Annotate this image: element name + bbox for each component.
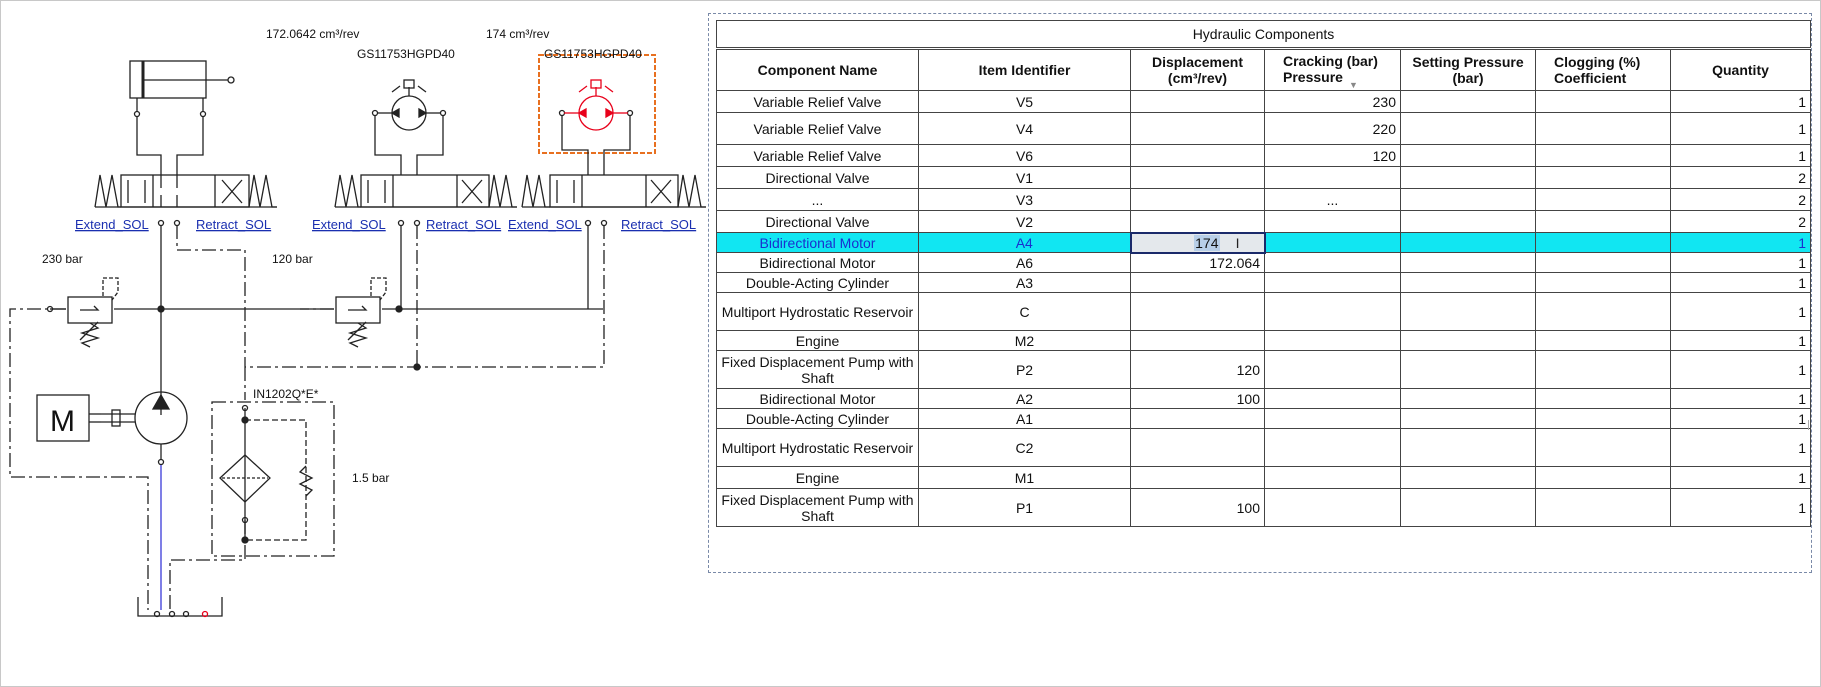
cell-cracking-pressure[interactable] bbox=[1265, 331, 1401, 351]
cell-item-identifier[interactable]: A2 bbox=[919, 389, 1131, 409]
cell-cracking-pressure[interactable] bbox=[1265, 489, 1401, 527]
cell-setting-pressure[interactable] bbox=[1401, 273, 1536, 293]
flow-label-a6: 172.0642 cm³/rev bbox=[266, 27, 360, 41]
table-row[interactable] bbox=[717, 489, 1811, 527]
cell-setting-pressure[interactable] bbox=[1401, 467, 1536, 489]
cell-clogging-coefficient[interactable] bbox=[1536, 331, 1671, 351]
cell-component-name[interactable]: ... bbox=[717, 189, 919, 211]
cell-setting-pressure[interactable] bbox=[1401, 91, 1536, 113]
cell-clogging-coefficient[interactable] bbox=[1536, 409, 1671, 429]
filter-bypass-label: 1.5 bar bbox=[352, 471, 390, 485]
cell-component-name[interactable]: Directional Valve bbox=[717, 211, 919, 233]
cell-component-name[interactable]: Directional Valve bbox=[717, 167, 919, 189]
cell-cracking-pressure[interactable]: 220 bbox=[1265, 113, 1401, 145]
cell-displacement[interactable]: 100 bbox=[1131, 389, 1265, 409]
extend-sol-link-2[interactable]: Extend_SOL bbox=[312, 217, 386, 232]
cell-cracking-pressure[interactable]: 120 bbox=[1265, 145, 1401, 167]
cell-component-name[interactable]: Fixed Displacement Pump with Shaft bbox=[717, 351, 919, 389]
cell-displacement[interactable] bbox=[1131, 467, 1265, 489]
cell-cracking-pressure[interactable] bbox=[1265, 293, 1401, 331]
cell-clogging-coefficient[interactable] bbox=[1536, 293, 1671, 331]
cell-clogging-coefficient[interactable] bbox=[1536, 253, 1671, 273]
relief-valve-120[interactable] bbox=[336, 278, 386, 347]
cell-component-name[interactable]: Engine bbox=[717, 331, 919, 351]
cell-cracking-pressure[interactable] bbox=[1265, 389, 1401, 409]
cell-displacement[interactable] bbox=[1131, 91, 1265, 113]
cell-setting-pressure[interactable] bbox=[1401, 331, 1536, 351]
cell-displacement[interactable]: 120 bbox=[1131, 351, 1265, 389]
cell-component-name[interactable]: Fixed Displacement Pump with Shaft bbox=[717, 489, 919, 527]
cell-clogging-coefficient[interactable] bbox=[1536, 489, 1671, 527]
cell-displacement[interactable] bbox=[1131, 293, 1265, 331]
cell-component-name[interactable]: Variable Relief Valve bbox=[717, 113, 919, 145]
cell-quantity[interactable]: 1 bbox=[1671, 389, 1811, 409]
cell-quantity[interactable]: 1 bbox=[1671, 331, 1811, 351]
cell-component-name[interactable]: Bidirectional Motor bbox=[717, 389, 919, 409]
cell-quantity[interactable]: 2 bbox=[1671, 189, 1811, 211]
cell-item-identifier[interactable]: V2 bbox=[919, 211, 1131, 233]
filter-part-label: IN1202Q*E* bbox=[253, 387, 319, 401]
cell-item-identifier[interactable]: V6 bbox=[919, 145, 1131, 167]
reservoir[interactable] bbox=[138, 597, 222, 617]
cell-quantity[interactable]: 2 bbox=[1671, 167, 1811, 189]
cell-component-name[interactable]: Engine bbox=[717, 467, 919, 489]
table-row[interactable] bbox=[717, 145, 1811, 167]
cell-setting-pressure[interactable] bbox=[1401, 233, 1536, 253]
cell-component-name[interactable]: Double-Acting Cylinder bbox=[717, 273, 919, 293]
cell-cracking-pressure[interactable] bbox=[1265, 233, 1401, 253]
cell-quantity[interactable]: 1 bbox=[1671, 91, 1811, 113]
filter-assembly[interactable] bbox=[212, 402, 334, 556]
cell-setting-pressure[interactable] bbox=[1401, 351, 1536, 389]
cell-cracking-pressure[interactable] bbox=[1265, 409, 1401, 429]
cell-clogging-coefficient[interactable] bbox=[1536, 145, 1671, 167]
cell-item-identifier[interactable]: P2 bbox=[919, 351, 1131, 389]
cell-displacement[interactable] bbox=[1131, 113, 1265, 145]
cell-component-name[interactable]: Variable Relief Valve bbox=[717, 91, 919, 113]
relief-label-230: 230 bar bbox=[42, 252, 83, 266]
table-row[interactable] bbox=[717, 409, 1811, 429]
table-row[interactable] bbox=[717, 233, 1811, 253]
cell-clogging-coefficient[interactable] bbox=[1536, 351, 1671, 389]
table-row[interactable] bbox=[717, 389, 1811, 409]
cell-setting-pressure[interactable] bbox=[1401, 429, 1536, 467]
cell-cracking-pressure[interactable]: ... bbox=[1265, 189, 1401, 211]
cell-displacement[interactable]: 172.064 bbox=[1131, 253, 1265, 273]
cell-quantity[interactable]: 1 bbox=[1671, 351, 1811, 389]
table-row[interactable] bbox=[717, 429, 1811, 467]
bidirectional-motor-a4[interactable] bbox=[539, 55, 655, 175]
table-row[interactable] bbox=[717, 467, 1811, 489]
cell-item-identifier[interactable]: M2 bbox=[919, 331, 1131, 351]
resize-grip[interactable] bbox=[1808, 420, 1813, 430]
cell-item-identifier[interactable]: M1 bbox=[919, 467, 1131, 489]
cell-quantity[interactable]: 1 bbox=[1671, 113, 1811, 145]
cell-cracking-pressure[interactable] bbox=[1265, 167, 1401, 189]
cell-item-identifier[interactable]: V4 bbox=[919, 113, 1131, 145]
cell-setting-pressure[interactable] bbox=[1401, 489, 1536, 527]
cell-quantity[interactable]: 1 bbox=[1671, 429, 1811, 467]
cell-item-identifier[interactable]: C2 bbox=[919, 429, 1131, 467]
cell-item-identifier[interactable]: P1 bbox=[919, 489, 1131, 527]
cell-component-name[interactable]: Variable Relief Valve bbox=[717, 145, 919, 167]
cell-clogging-coefficient[interactable] bbox=[1536, 389, 1671, 409]
cell-cracking-pressure[interactable] bbox=[1265, 351, 1401, 389]
cell-clogging-coefficient[interactable] bbox=[1536, 189, 1671, 211]
cell-setting-pressure[interactable] bbox=[1401, 389, 1536, 409]
cell-clogging-coefficient[interactable] bbox=[1536, 167, 1671, 189]
cell-quantity[interactable]: 1 bbox=[1671, 293, 1811, 331]
cell-clogging-coefficient[interactable] bbox=[1536, 467, 1671, 489]
cell-displacement[interactable]: 100 bbox=[1131, 489, 1265, 527]
col-header-cracking-pressure[interactable]: Cracking (bar) Pressure $_▼$ bbox=[1265, 49, 1401, 91]
cell-quantity[interactable]: 1 bbox=[1671, 467, 1811, 489]
double-acting-cylinder[interactable] bbox=[130, 61, 234, 175]
cell-displacement[interactable] bbox=[1131, 273, 1265, 293]
cell-quantity[interactable]: 1 bbox=[1671, 489, 1811, 527]
cell-setting-pressure[interactable] bbox=[1401, 253, 1536, 273]
col-header-component-name[interactable]: Component Name bbox=[717, 49, 919, 91]
table-row[interactable] bbox=[717, 113, 1811, 145]
table-row[interactable] bbox=[717, 293, 1811, 331]
cell-cracking-pressure[interactable] bbox=[1265, 211, 1401, 233]
retract-sol-link-1[interactable]: Retract_SOL bbox=[196, 217, 272, 232]
relief-label-120: 120 bar bbox=[272, 252, 313, 266]
cell-displacement[interactable] bbox=[1131, 145, 1265, 167]
cell-component-name[interactable]: Bidirectional Motor bbox=[717, 233, 919, 253]
cell-item-identifier[interactable]: V1 bbox=[919, 167, 1131, 189]
relief-valve-230[interactable] bbox=[68, 278, 118, 347]
displacement-edit-field[interactable] bbox=[1131, 233, 1265, 253]
cell-displacement[interactable] bbox=[1131, 429, 1265, 467]
hydraulic-components-table bbox=[716, 20, 1811, 527]
cell-setting-pressure[interactable] bbox=[1401, 145, 1536, 167]
cell-setting-pressure[interactable] bbox=[1401, 189, 1536, 211]
retract-sol-link-3[interactable]: Retract_SOL bbox=[621, 217, 697, 232]
cell-quantity[interactable]: 2 bbox=[1671, 211, 1811, 233]
table-title: Hydraulic Components bbox=[717, 21, 1811, 49]
cell-component-name[interactable]: Multiport Hydrostatic Reservoir bbox=[717, 293, 919, 331]
table-row[interactable] bbox=[717, 189, 1811, 211]
table-row[interactable] bbox=[717, 167, 1811, 189]
cell-quantity[interactable]: 1 bbox=[1671, 273, 1811, 293]
col-header-quantity[interactable]: Quantity bbox=[1671, 49, 1811, 91]
cell-quantity[interactable]: 1 bbox=[1671, 409, 1811, 429]
cell-setting-pressure[interactable] bbox=[1401, 113, 1536, 145]
selected-value-text: 174 bbox=[1195, 234, 1219, 251]
table-row[interactable] bbox=[717, 211, 1811, 233]
fixed-displacement-pump[interactable] bbox=[101, 392, 187, 610]
cell-clogging-coefficient[interactable] bbox=[1536, 211, 1671, 233]
part-number-a4: GS11753HGPD40 bbox=[544, 47, 642, 61]
cell-cracking-pressure[interactable] bbox=[1265, 273, 1401, 293]
cell-item-identifier[interactable]: A6 bbox=[919, 253, 1131, 273]
cell-item-identifier[interactable]: A1 bbox=[919, 409, 1131, 429]
cell-quantity[interactable]: 1 bbox=[1671, 253, 1811, 273]
col-header-item-identifier[interactable]: Item Identifier bbox=[919, 49, 1131, 91]
extend-sol-link-3[interactable]: Extend_SOL bbox=[508, 217, 582, 232]
cell-item-identifier[interactable]: C bbox=[919, 293, 1131, 331]
part-number-a6: GS11753HGPD40 bbox=[357, 47, 455, 61]
flow-label-a4: 174 cm³/rev bbox=[486, 27, 550, 41]
hydraulic-schematic[interactable] bbox=[0, 0, 710, 687]
cell-component-name[interactable]: Bidirectional Motor bbox=[717, 253, 919, 273]
cell-item-identifier[interactable]: V5 bbox=[919, 91, 1131, 113]
cell-item-identifier[interactable]: A3 bbox=[919, 273, 1131, 293]
table-row[interactable] bbox=[717, 351, 1811, 389]
cell-quantity[interactable]: 1 bbox=[1671, 233, 1811, 253]
cell-cracking-pressure[interactable] bbox=[1265, 253, 1401, 273]
col-header-setting-pressure[interactable]: Setting Pressure (bar) bbox=[1401, 49, 1536, 91]
extend-sol-link-1[interactable]: Extend_SOL bbox=[75, 217, 149, 232]
cell-displacement[interactable] bbox=[1131, 409, 1265, 429]
cell-clogging-coefficient[interactable] bbox=[1536, 91, 1671, 113]
cell-displacement[interactable] bbox=[1131, 189, 1265, 211]
sort-down-icon: ▼ bbox=[1348, 80, 1358, 90]
col-header-displacement[interactable]: Displacement (cm³/rev) bbox=[1131, 49, 1265, 91]
cell-item-identifier[interactable]: V3 bbox=[919, 189, 1131, 211]
table-row[interactable] bbox=[717, 91, 1811, 113]
cell-displacement[interactable] bbox=[1131, 331, 1265, 351]
cell-component-name[interactable]: Double-Acting Cylinder bbox=[717, 409, 919, 429]
table-row[interactable] bbox=[717, 253, 1811, 273]
cell-setting-pressure[interactable] bbox=[1401, 293, 1536, 331]
cell-clogging-coefficient[interactable] bbox=[1536, 113, 1671, 145]
cell-cracking-pressure[interactable]: 230 bbox=[1265, 91, 1401, 113]
cell-setting-pressure[interactable] bbox=[1401, 211, 1536, 233]
table-body bbox=[717, 91, 1811, 527]
table-row[interactable] bbox=[717, 331, 1811, 351]
cell-setting-pressure[interactable] bbox=[1401, 167, 1536, 189]
cell-cracking-pressure[interactable] bbox=[1265, 467, 1401, 489]
cell-item-identifier[interactable]: A4 bbox=[919, 233, 1131, 253]
cell-clogging-coefficient[interactable] bbox=[1536, 273, 1671, 293]
engine-symbol: M bbox=[50, 405, 75, 438]
bidirectional-motor-a6[interactable] bbox=[373, 80, 446, 175]
cell-cracking-pressure[interactable] bbox=[1265, 429, 1401, 467]
cell-clogging-coefficient[interactable] bbox=[1536, 429, 1671, 467]
col-header-clogging-coefficient[interactable]: Clogging (%) Coefficient bbox=[1536, 49, 1671, 91]
cell-component-name[interactable]: Multiport Hydrostatic Reservoir bbox=[717, 429, 919, 467]
table-row[interactable] bbox=[717, 273, 1811, 293]
cell-quantity[interactable]: 1 bbox=[1671, 145, 1811, 167]
cell-displacement[interactable] bbox=[1131, 211, 1265, 233]
cell-clogging-coefficient[interactable] bbox=[1536, 233, 1671, 253]
cell-setting-pressure[interactable] bbox=[1401, 409, 1536, 429]
retract-sol-link-2[interactable]: Retract_SOL bbox=[426, 217, 502, 232]
text-cursor-icon: I bbox=[1235, 234, 1240, 251]
cell-displacement[interactable] bbox=[1131, 167, 1265, 189]
